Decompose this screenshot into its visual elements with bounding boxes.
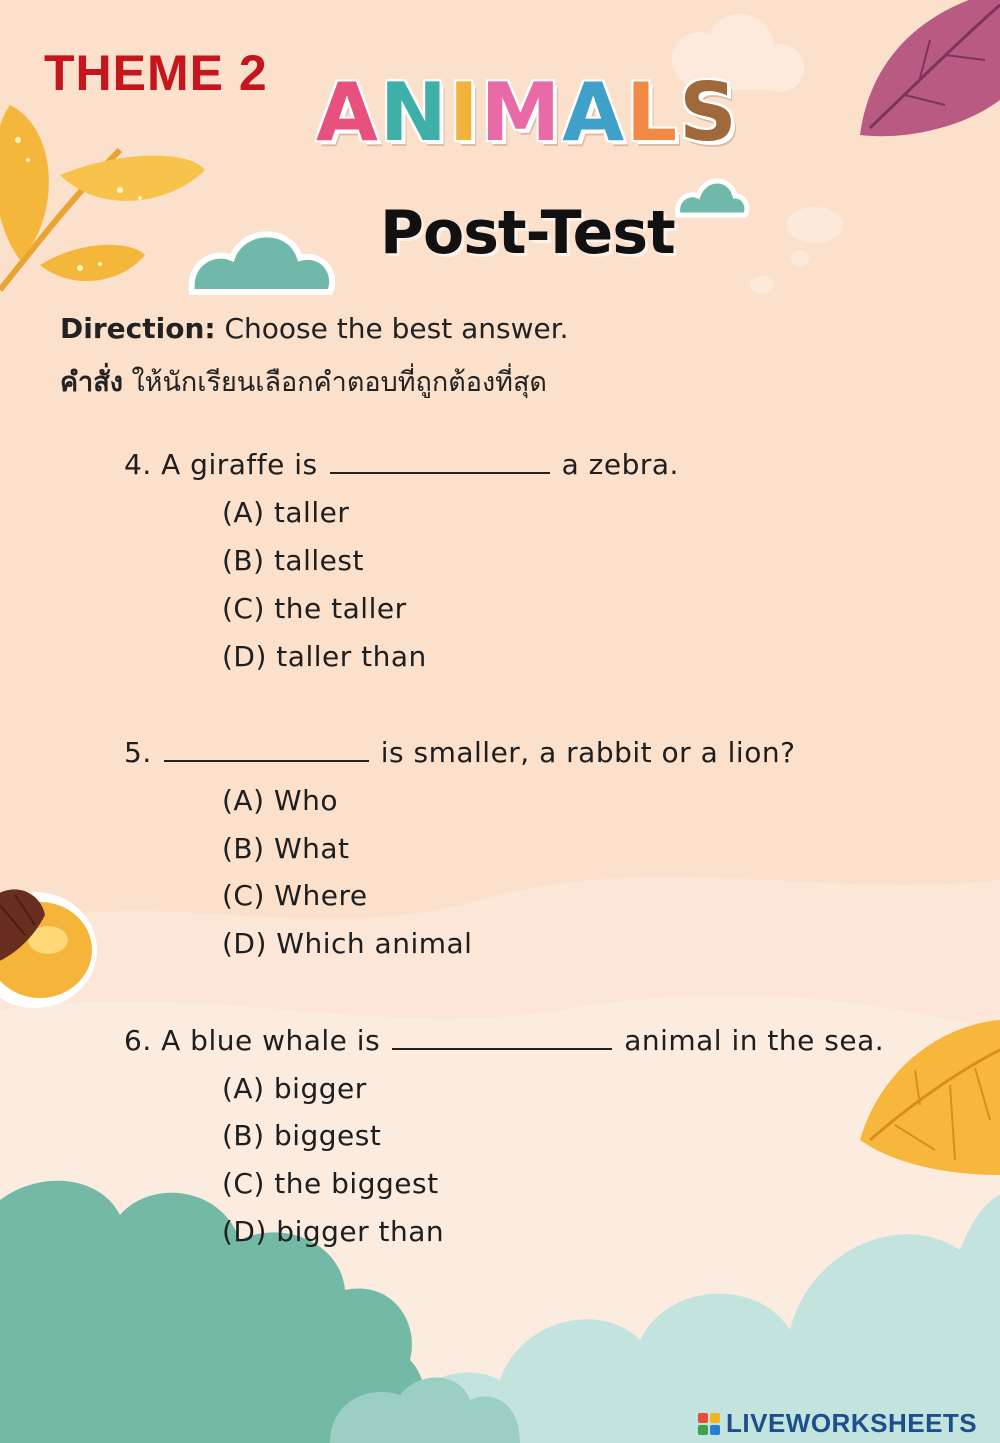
title-letter: N (379, 66, 447, 159)
title-letter: S (679, 66, 737, 159)
liveworksheets-logo[interactable] (698, 1408, 977, 1439)
question-stem-before: 4. A giraffe is (124, 448, 318, 481)
question-4-option-a[interactable]: (A) taller (222, 496, 350, 529)
logo-text: LIVEWORKSHEETS (726, 1408, 978, 1438)
question-6-option-c[interactable]: (C) the biggest (222, 1167, 439, 1200)
question-6-stem (124, 1024, 884, 1057)
question-stem-after: animal in the sea. (624, 1024, 885, 1057)
title-letter: I (448, 66, 479, 159)
question-5-option-b[interactable]: (B) What (222, 832, 350, 865)
direction-en (60, 312, 569, 345)
title-letter: M (480, 66, 561, 159)
question-stem-before: 6. A blue whale is (124, 1024, 381, 1057)
title-letter: A (316, 66, 378, 159)
question-5-option-c[interactable]: (C) Where (222, 879, 368, 912)
direction-en-label: Direction: (60, 312, 216, 345)
title-letter: A (562, 66, 625, 159)
question-stem-after: a zebra. (561, 448, 679, 481)
question-4-option-b[interactable]: (B) tallest (222, 544, 364, 577)
question-5-stem (124, 736, 795, 769)
answer-blank[interactable] (330, 450, 550, 474)
page-subtitle: Post-Test (380, 198, 675, 268)
direction-en-text: Choose the best answer. (215, 312, 569, 345)
question-6-option-b[interactable]: (B) biggest (222, 1119, 382, 1152)
theme-label: THEME 2 (44, 45, 268, 101)
title-letter: L (626, 66, 678, 159)
question-stem-after: is smaller, a rabbit or a lion? (380, 736, 796, 769)
direction-th-text: ให้นักเรียนเลือกคำตอบที่ถูกต้องที่สุด (122, 367, 547, 398)
question-5-option-a[interactable]: (A) Who (222, 784, 338, 817)
answer-blank[interactable] (392, 1026, 612, 1050)
answer-blank[interactable] (164, 738, 369, 762)
direction-th-label: คำสั่ง (60, 367, 123, 398)
question-stem-before: 5. (124, 736, 152, 769)
question-6-option-a[interactable]: (A) bigger (222, 1072, 367, 1105)
question-4-option-d[interactable]: (D) taller than (222, 640, 427, 673)
question-4-stem (124, 448, 679, 481)
question-5-option-d[interactable]: (D) Which animal (222, 927, 473, 960)
page-title (316, 66, 737, 159)
question-6-option-d[interactable]: (D) bigger than (222, 1215, 445, 1248)
direction-th (60, 360, 547, 403)
liveworksheets-logo-icon (698, 1413, 720, 1435)
question-4-option-c[interactable]: (C) the taller (222, 592, 407, 625)
